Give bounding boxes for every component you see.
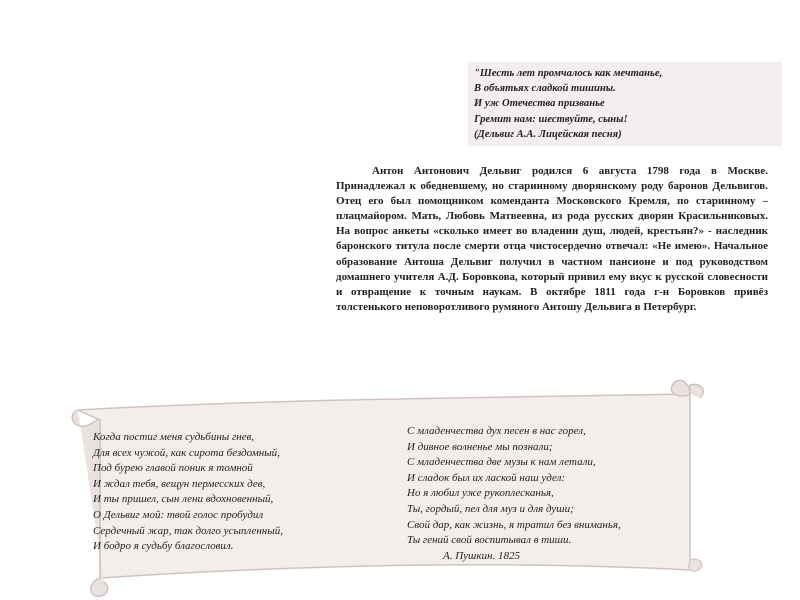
poem-line: С младенчества дух песен в нас горел, — [407, 425, 586, 437]
poem-line: О Дельвиг мой: твой голос пробудил — [93, 508, 264, 521]
poem-line: И ждал тебя, вещун пермесских дев, — [93, 477, 266, 490]
epigraph-attribution: (Дельвиг А.А. Лицейская песня) — [474, 128, 622, 140]
scroll-curl-top — [671, 380, 703, 398]
epigraph-line: В объятьях сладкой тишины. — [474, 83, 616, 95]
poem-line: Когда постиг меня судьбины гнев, — [93, 431, 255, 443]
scroll-curl-bottom — [689, 559, 702, 571]
poem-line: Сердечный жар, так долго усыпленный, — [93, 524, 283, 537]
poem-line: Ты гений свой воспитывал в тиши. — [407, 534, 572, 547]
poem-line: Ты, гордый, пел для муз и для души; — [407, 502, 574, 515]
epigraph-line: "Шесть лет промчалось как мечтанье, — [474, 68, 663, 79]
poem-line: И сладок был их лаской наш удел: — [407, 471, 566, 484]
poem-line: Под бурею главой поник я томной — [93, 462, 253, 475]
poem-line: И дивное волненье мы познали; — [407, 440, 553, 453]
epigraph-line: И уж Отечества призванье — [474, 98, 605, 110]
poem-signature: А. Пушкин. 1825 — [443, 549, 520, 562]
epigraph-line: Гремит нам: шествуйте, сыны! — [474, 113, 628, 125]
poem-line: И бодро я судьбу благословил. — [93, 540, 234, 553]
poem-line: Свой дар, как жизнь, я тратил без вниманья, — [407, 518, 621, 531]
poem-line: Но я любил уже рукоплесканья, — [407, 487, 554, 500]
biography-paragraph: Антон Антонович Дельвиг родился 6 августа 1798 года в Москве. Принадлежал к обедневшему, но старинному дворянскому роду баронов Дельвигов. Отец его был помощником коменданта Московского Кремля, по старинному – плацмайором. Мать, Любовь Матвеевна, из рода русских дворян Красильниковых. На вопрос анкеты «сколько имеет во владении душ, людей, крестьян?» - наследник баронского титула после смерти отца чистосердечно отвечал: «Не имею». Начальное образование Антоша Дельвиг получил в частном пансионе и под руководством домашнего учителя А.Д. Боровкова, который привил ему вкус к русской словесности и отвращение к точным наукам. В октябре 1811 года г-н Боровков привёз толстенького неповоротливого румяного Антошу Дельвига в Петербург. — [336, 165, 768, 313]
poem-line: Для всех чужой, как сирота бездомный, — [93, 446, 280, 459]
poem-line: С младенчества две музы к нам летали, — [407, 456, 596, 469]
poem-right — [407, 424, 621, 564]
poem-line: И ты пришел, сын лени вдохновенный, — [93, 493, 274, 506]
poem-left — [93, 430, 283, 555]
